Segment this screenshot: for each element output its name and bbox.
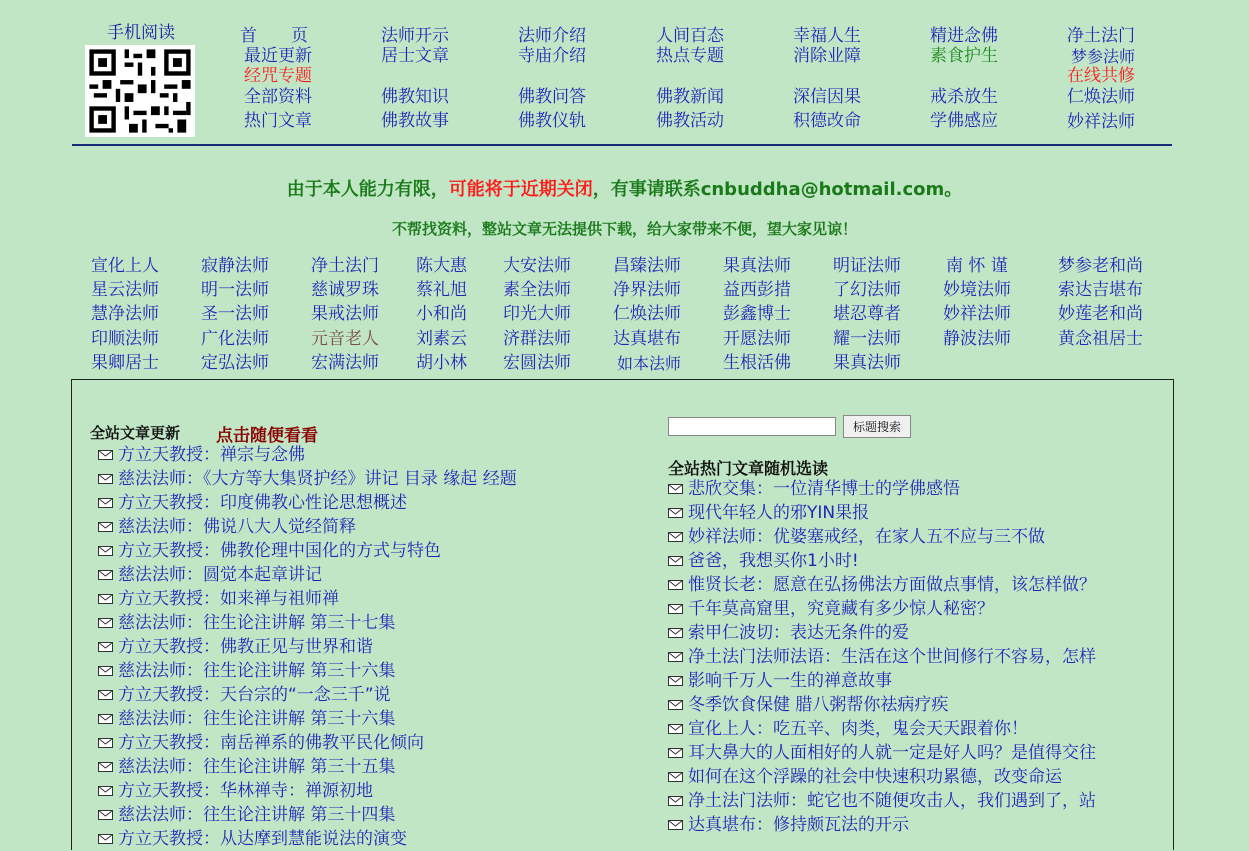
- nav-responses[interactable]: 学佛感应: [930, 111, 998, 131]
- nav-karma-belief[interactable]: 深信因果: [793, 87, 861, 107]
- master-link[interactable]: 妙祥法师: [943, 304, 1011, 324]
- hot-articles-list: [666, 477, 1096, 837]
- master-link[interactable]: 明一法师: [201, 280, 269, 300]
- mail-icon: [98, 834, 113, 844]
- article-list-item: [666, 645, 1096, 669]
- closing-notice: [0, 175, 1249, 201]
- article-list-item: [96, 587, 517, 611]
- nav-temple-intro[interactable]: 寺庙介绍: [518, 46, 586, 66]
- nav-master-intro[interactable]: 法师介绍: [518, 26, 586, 46]
- article-list-item: [666, 501, 1096, 525]
- article-list-item: [666, 573, 1096, 597]
- master-link[interactable]: 宏圆法师: [503, 353, 571, 373]
- master-link[interactable]: 明证法师: [833, 256, 901, 276]
- article-link[interactable]: 方立天教授：禅宗与念佛: [118, 445, 305, 465]
- nav-buddhist-stories[interactable]: 佛教故事: [381, 111, 449, 131]
- mail-icon: [98, 714, 113, 724]
- master-link[interactable]: 胡小林: [416, 353, 467, 373]
- mail-icon: [98, 690, 113, 700]
- article-link[interactable]: 影响千万人一生的禅意故事: [688, 671, 892, 691]
- nav-eliminate-karma[interactable]: 消除业障: [793, 46, 861, 66]
- nav-renhuan[interactable]: 仁焕法师: [1067, 87, 1135, 107]
- mail-icon: [668, 484, 683, 494]
- master-link[interactable]: 妙莲老和尚: [1058, 304, 1143, 324]
- mail-icon: [98, 522, 113, 532]
- mail-icon: [98, 810, 113, 820]
- master-link[interactable]: 宣化上人: [91, 256, 159, 276]
- nav-hot-topics[interactable]: 热点专题: [656, 46, 724, 66]
- article-link[interactable]: 慈法法师：往生论注讲解 第三十四集: [118, 805, 396, 825]
- article-link[interactable]: 如何在这个浮躁的社会中快速积功累德，改变命运: [688, 767, 1062, 787]
- article-list-item: [666, 765, 1096, 789]
- article-list-item: [96, 563, 517, 587]
- qr-code-icon: [85, 45, 195, 137]
- mail-icon: [668, 820, 683, 830]
- notice-text-3: ，有事请联系cnbuddha@hotmail.com。: [592, 179, 963, 200]
- mail-icon: [98, 546, 113, 556]
- title-search-button[interactable]: 标题搜索: [843, 415, 911, 438]
- mail-icon: [98, 666, 113, 676]
- mail-icon: [668, 532, 683, 542]
- nav-release-life[interactable]: 戒杀放生: [930, 87, 998, 107]
- hot-articles-title: 全站热门文章随机选读: [668, 459, 829, 478]
- master-link[interactable]: 了幻法师: [833, 280, 901, 300]
- nav-buddhism-knowledge[interactable]: 佛教知识: [381, 87, 449, 107]
- master-link[interactable]: 寂静法师: [201, 256, 269, 276]
- article-list-item: [666, 477, 1096, 501]
- article-list-item: [96, 515, 517, 539]
- mail-icon: [668, 508, 683, 518]
- master-link[interactable]: 星云法师: [91, 280, 159, 300]
- article-link[interactable]: 宣化上人：吃五辛、肉类，鬼会天天跟着你！: [688, 719, 1028, 739]
- master-link[interactable]: 彭鑫博士: [723, 304, 791, 324]
- master-link[interactable]: 宏满法师: [311, 353, 379, 373]
- master-link[interactable]: 印顺法师: [91, 329, 159, 349]
- article-link[interactable]: 慈法法师：《大方等大集贤护经》讲记 目录 缘起 经题: [118, 469, 517, 489]
- mobile-reading: [85, 22, 197, 137]
- article-list-item: [96, 707, 517, 731]
- mail-icon: [98, 498, 113, 508]
- article-link[interactable]: 冬季饮食保健 腊八粥帮你祛病疗疾: [688, 695, 949, 715]
- master-link[interactable]: 果真法师: [833, 353, 901, 373]
- mobile-reading-label: 手机阅读: [107, 23, 175, 43]
- article-link[interactable]: 慈法法师：圆觉本起章讲记: [118, 565, 322, 585]
- master-link[interactable]: 果真法师: [723, 256, 791, 276]
- nav-pure-land[interactable]: 净土法门: [1067, 26, 1135, 46]
- article-link[interactable]: 达真堪布：修持颇瓦法的开示: [688, 815, 909, 835]
- master-link[interactable]: 大安法师: [503, 256, 571, 276]
- article-link[interactable]: 索甲仁波切：表达无条件的爱: [688, 623, 909, 643]
- article-link[interactable]: 悲欣交集：一位清华博士的学佛感悟: [688, 479, 960, 499]
- article-link[interactable]: 方立天教授：华林禅寺：禅源初地: [118, 781, 373, 801]
- mail-icon: [668, 652, 683, 662]
- nav-diligent-chanting[interactable]: 精进念佛: [930, 26, 998, 46]
- article-link[interactable]: 现代年轻人的邪YIN果报: [688, 503, 870, 523]
- master-link[interactable]: 元音老人: [311, 329, 379, 349]
- article-list-item: [666, 525, 1096, 549]
- nav-miaoxiang[interactable]: 妙祥法师: [1067, 112, 1135, 132]
- master-link[interactable]: 蔡礼旭: [416, 280, 467, 300]
- master-link[interactable]: 净土法门: [311, 256, 379, 276]
- nav-buddhist-rituals[interactable]: 佛教仪轨: [518, 111, 586, 131]
- mail-icon: [668, 796, 683, 806]
- article-link[interactable]: 方立天教授：印度佛教心性论思想概述: [118, 493, 407, 513]
- article-list-item: [96, 611, 517, 635]
- article-list-item: [666, 597, 1096, 621]
- mail-icon: [668, 772, 683, 782]
- mail-icon: [668, 580, 683, 590]
- nav-mengcan[interactable]: 梦参法师: [1071, 47, 1136, 66]
- master-link[interactable]: 开愿法师: [723, 329, 791, 349]
- nav-recent-updates[interactable]: 最近更新: [244, 46, 312, 66]
- download-notice: 不帮找资料，整站文章无法提供下载，给大家带来不便，望大家见谅！: [391, 220, 857, 238]
- article-link[interactable]: 慈法法师：佛说八大人觉经简释: [118, 517, 356, 537]
- master-link[interactable]: 慈诚罗珠: [311, 280, 379, 300]
- master-link[interactable]: 益西彭措: [723, 280, 791, 300]
- mail-icon: [668, 700, 683, 710]
- article-link[interactable]: 方立天教授：如来禅与祖师禅: [118, 589, 339, 609]
- nav-buddhist-news[interactable]: 佛教新闻: [656, 87, 724, 107]
- article-list-item: [666, 789, 1096, 813]
- article-list-item: [96, 659, 517, 683]
- article-link[interactable]: 方立天教授：佛教正见与世界和谐: [118, 637, 373, 657]
- master-link[interactable]: 仁焕法师: [613, 304, 681, 324]
- master-link[interactable]: 梦参老和尚: [1058, 256, 1143, 276]
- article-list-item: [666, 813, 1096, 837]
- nav-all-materials[interactable]: 全部资料: [244, 87, 312, 107]
- mail-icon: [98, 570, 113, 580]
- article-list-item: [96, 491, 517, 515]
- mail-icon: [668, 724, 683, 734]
- master-link[interactable]: 果戒法师: [311, 304, 379, 324]
- article-list-item: [96, 683, 517, 707]
- article-link[interactable]: 净土法门法师法语：生活在这个世间修行不容易，怎样: [688, 647, 1096, 667]
- master-link[interactable]: 刘素云: [416, 329, 467, 349]
- article-list-item: [666, 549, 1096, 573]
- master-link[interactable]: 净界法师: [613, 280, 681, 300]
- article-link[interactable]: 惟贤长老：愿意在弘扬佛法方面做点事情，该怎样做？: [688, 575, 1096, 595]
- mail-icon: [668, 628, 683, 638]
- master-link[interactable]: 妙境法师: [943, 280, 1011, 300]
- mail-icon: [668, 604, 683, 614]
- master-link[interactable]: 昌臻法师: [613, 256, 681, 276]
- article-list-item: [96, 731, 517, 755]
- article-link[interactable]: 慈法法师：往生论注讲解 第三十六集: [118, 661, 396, 681]
- article-list-item: [96, 779, 517, 803]
- master-link[interactable]: 堪忍尊者: [833, 304, 901, 324]
- article-list-item: [666, 693, 1096, 717]
- master-link[interactable]: 索达吉堪布: [1058, 280, 1143, 300]
- updates-list: [96, 443, 517, 851]
- article-list-item: [96, 803, 517, 827]
- title-search-input[interactable]: [668, 417, 836, 436]
- article-link[interactable]: 方立天教授：佛教伦理中国化的方式与特色: [118, 541, 441, 561]
- article-link[interactable]: 耳大鼻大的人面相好的人就一定是好人吗？是值得交往: [688, 743, 1096, 763]
- random-browse-link[interactable]: 点击随便看看: [216, 426, 318, 446]
- master-link[interactable]: 陈大惠: [416, 256, 467, 276]
- master-link[interactable]: 黄念祖居士: [1058, 329, 1143, 349]
- master-link[interactable]: 素全法师: [503, 280, 571, 300]
- mail-icon: [668, 676, 683, 686]
- nav-happy-life[interactable]: 幸福人生: [793, 26, 861, 46]
- master-link[interactable]: 慧净法师: [91, 304, 159, 324]
- master-link[interactable]: 生根活佛: [723, 353, 791, 373]
- master-link[interactable]: 如本法师: [617, 354, 682, 373]
- updates-title: 全站文章更新: [90, 424, 181, 442]
- article-list-item: [666, 669, 1096, 693]
- master-link[interactable]: 南 怀 谨: [946, 256, 1008, 276]
- master-link[interactable]: 静波法师: [943, 329, 1011, 349]
- notice-text-2: 可能将于近期关闭: [448, 179, 593, 200]
- mail-icon: [98, 474, 113, 484]
- mail-icon: [98, 594, 113, 604]
- mail-icon: [668, 748, 683, 758]
- nav-hot-articles[interactable]: 热门文章: [244, 111, 312, 131]
- master-link[interactable]: 圣一法师: [201, 304, 269, 324]
- nav-dharma-talks[interactable]: 法师开示: [381, 26, 449, 46]
- article-link[interactable]: 慈法法师：往生论注讲解 第三十六集: [118, 709, 396, 729]
- mail-icon: [98, 762, 113, 772]
- mail-icon: [668, 556, 683, 566]
- article-list-item: [666, 717, 1096, 741]
- article-link[interactable]: 慈法法师：往生论注讲解 第三十五集: [118, 757, 396, 777]
- mail-icon: [98, 618, 113, 628]
- article-list-item: [666, 621, 1096, 645]
- article-list-item: [96, 539, 517, 563]
- master-link[interactable]: 达真堪布: [613, 329, 681, 349]
- article-list-item: [96, 827, 517, 851]
- article-list-item: [666, 741, 1096, 765]
- nav-lay-articles[interactable]: 居士文章: [381, 46, 449, 66]
- mail-icon: [98, 786, 113, 796]
- nav-vegetarian[interactable]: 素食护生: [930, 46, 998, 66]
- nav-home[interactable]: 首 页: [240, 26, 308, 46]
- article-list-item: [96, 443, 517, 467]
- article-link[interactable]: 千年莫高窟里，究竟藏有多少惊人秘密？: [688, 599, 994, 619]
- article-link[interactable]: 净土法门法师：蛇它也不随便攻击人，我们遇到了，站: [688, 791, 1096, 811]
- master-link[interactable]: 果卿居士: [91, 353, 159, 373]
- master-link[interactable]: 定弘法师: [201, 353, 269, 373]
- header-divider: [72, 144, 1172, 146]
- article-link[interactable]: 妙祥法师：优婆塞戒经，在家人五不应与三不做: [688, 527, 1045, 547]
- article-link[interactable]: 慈法法师：往生论注讲解 第三十七集: [118, 613, 396, 633]
- notice-text-1: 由于本人能力有限，: [286, 179, 449, 200]
- article-link[interactable]: 方立天教授：南岳禅系的佛教平民化倾向: [118, 733, 424, 753]
- master-link[interactable]: 耀一法师: [833, 329, 901, 349]
- nav-sutra-topics[interactable]: 经咒专题: [244, 66, 312, 86]
- master-link[interactable]: 济群法师: [503, 329, 571, 349]
- mail-icon: [98, 738, 113, 748]
- article-link[interactable]: 爸爸，我想买你1小时!: [688, 551, 859, 571]
- master-link[interactable]: 印光大师: [503, 304, 571, 324]
- nav-change-fate[interactable]: 积德改命: [793, 111, 861, 131]
- nav-human-world[interactable]: 人间百态: [656, 26, 724, 46]
- master-link[interactable]: 小和尚: [416, 304, 467, 324]
- article-list-item: [96, 635, 517, 659]
- master-link[interactable]: 广化法师: [201, 329, 269, 349]
- mail-icon: [98, 642, 113, 652]
- article-link[interactable]: 方立天教授：天台宗的“一念三千”说: [118, 685, 391, 705]
- mail-icon: [98, 450, 113, 460]
- nav-online-practice[interactable]: 在线共修: [1067, 66, 1135, 86]
- article-list-item: [96, 755, 517, 779]
- nav-buddhist-events[interactable]: 佛教活动: [656, 111, 724, 131]
- nav-buddhism-qa[interactable]: 佛教问答: [518, 87, 586, 107]
- article-link[interactable]: 方立天教授：从达摩到慧能说法的演变: [118, 829, 407, 849]
- article-list-item: [96, 467, 517, 491]
